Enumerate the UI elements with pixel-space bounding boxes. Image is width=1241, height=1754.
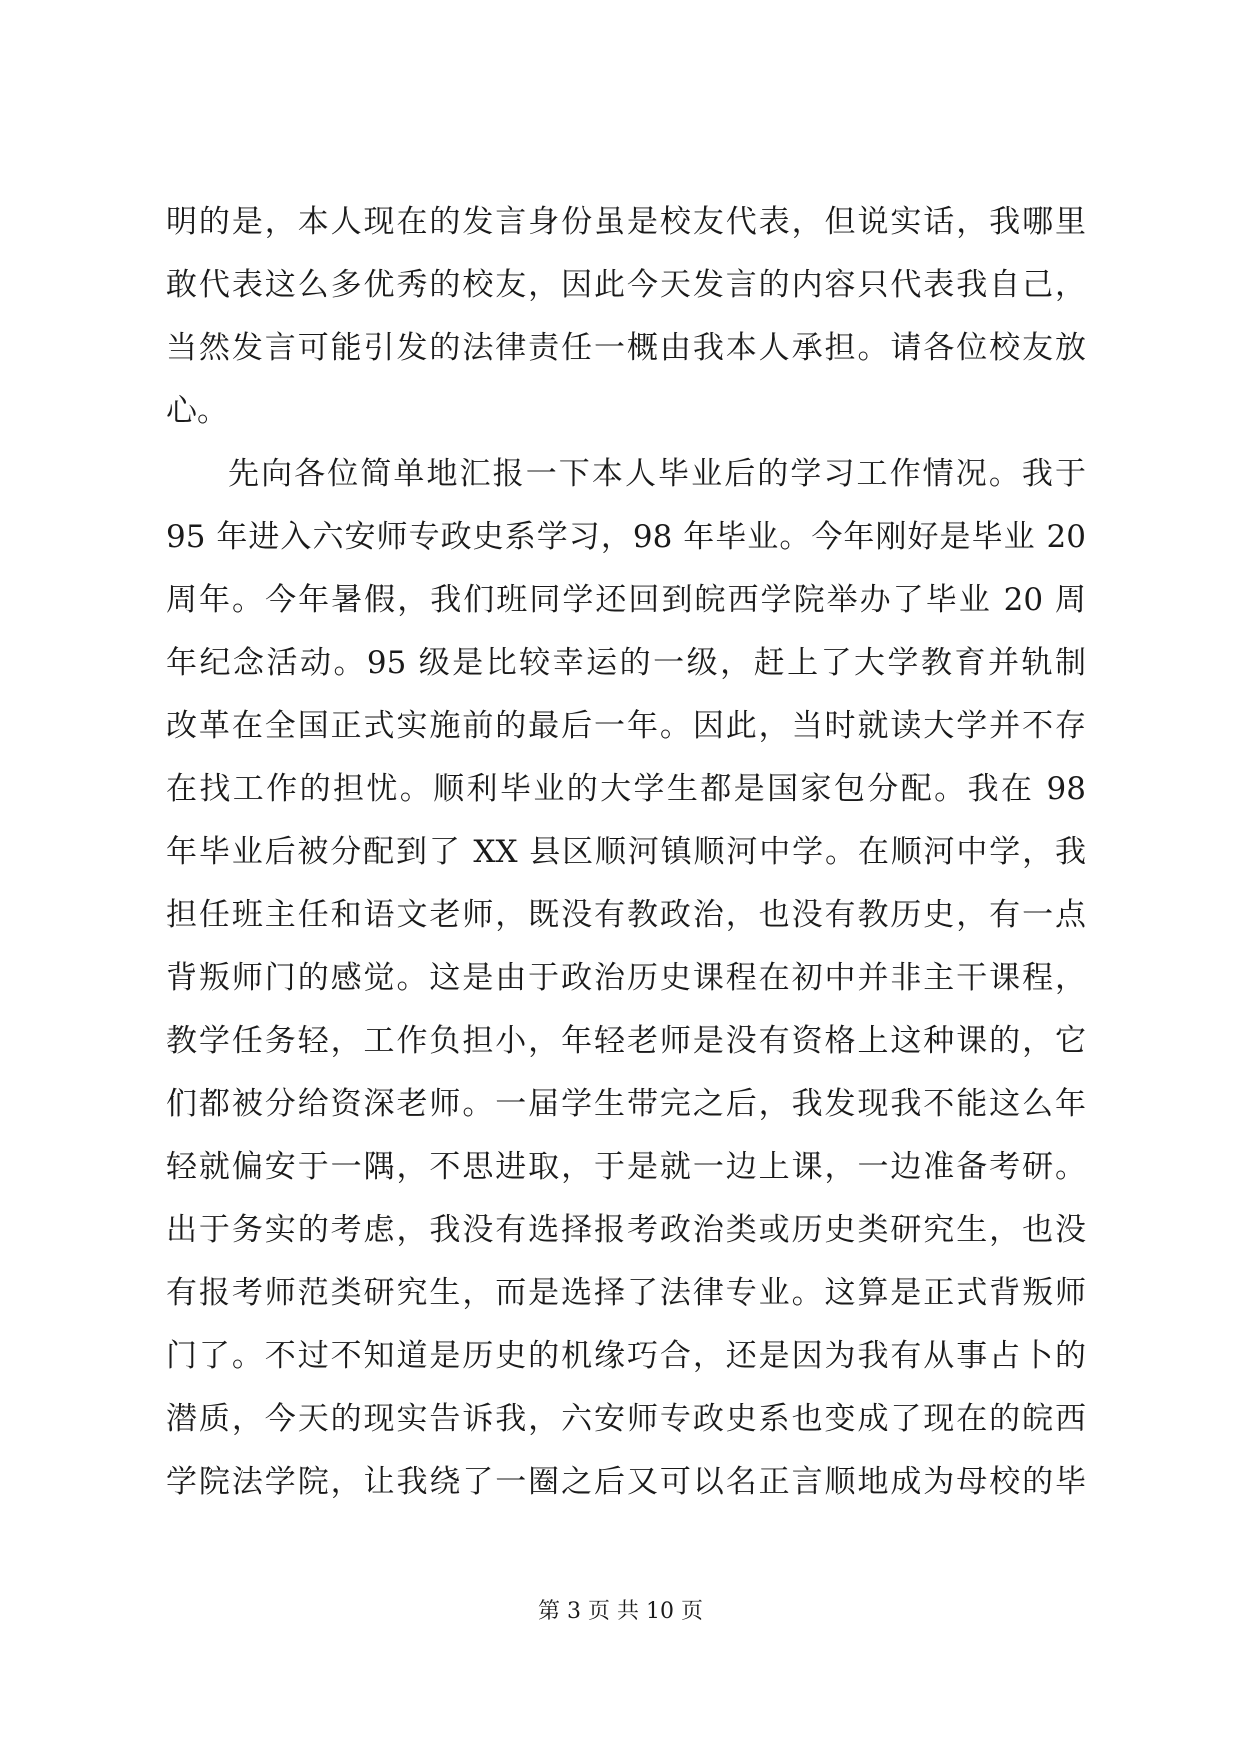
text-line: 潜质，今天的现实告诉我，六安师专政史系也变成了现在的皖西 <box>166 1401 1086 1437</box>
text-line: 敢代表这么多优秀的校友，因此今天发言的内容只代表我自己， <box>166 267 1086 303</box>
text-line: 在找工作的担忧。顺利毕业的大学生都是国家包分配。我在 98 <box>166 771 1086 807</box>
text-line: 学院法学院，让我绕了一圈之后又可以名正言顺地成为母校的毕 <box>166 1464 1086 1500</box>
text-line: 们都被分给资深老师。一届学生带完之后，我发现我不能这么年 <box>166 1086 1086 1122</box>
text-line: 心。 <box>166 393 228 429</box>
text-line: 轻就偏安于一隅，不思进取，于是就一边上课，一边准备考研。 <box>166 1149 1086 1185</box>
page-number-footer: 第 3 页 共 10 页 <box>538 1599 703 1624</box>
text-line: 95 年进入六安师专政史系学习，98 年毕业。今年刚好是毕业 20 <box>166 519 1086 555</box>
text-line: 出于务实的考虑，我没有选择报考政治类或历史类研究生，也没 <box>166 1212 1086 1248</box>
text-line: 有报考师范类研究生，而是选择了法律专业。这算是正式背叛师 <box>166 1275 1086 1311</box>
text-line: 明的是，本人现在的发言身份虽是校友代表，但说实话，我哪里 <box>166 204 1086 240</box>
text-line: 教学任务轻，工作负担小，年轻老师是没有资格上这种课的，它 <box>166 1023 1086 1059</box>
text-line: 背叛师门的感觉。这是由于政治历史课程在初中并非主干课程， <box>166 960 1086 996</box>
text-line: 门了。不过不知道是历史的机缘巧合，还是因为我有从事占卜的 <box>166 1338 1086 1374</box>
text-line: 担任班主任和语文老师，既没有教政治，也没有教历史，有一点 <box>166 897 1086 933</box>
text-line: 周年。今年暑假，我们班同学还回到皖西学院举办了毕业 20 周 <box>166 582 1086 618</box>
text-line: 年纪念活动。95 级是比较幸运的一级，赶上了大学教育并轨制 <box>166 645 1086 681</box>
text-line: 改革在全国正式实施前的最后一年。因此，当时就读大学并不存 <box>166 708 1086 744</box>
paragraph-first-line: 先向各位简单地汇报一下本人毕业后的学习工作情况。我于 <box>228 456 1086 492</box>
text-line: 年毕业后被分配到了 XX 县区顺河镇顺河中学。在顺河中学，我 <box>166 834 1086 870</box>
text-line: 当然发言可能引发的法律责任一概由我本人承担。请各位校友放 <box>166 330 1086 366</box>
